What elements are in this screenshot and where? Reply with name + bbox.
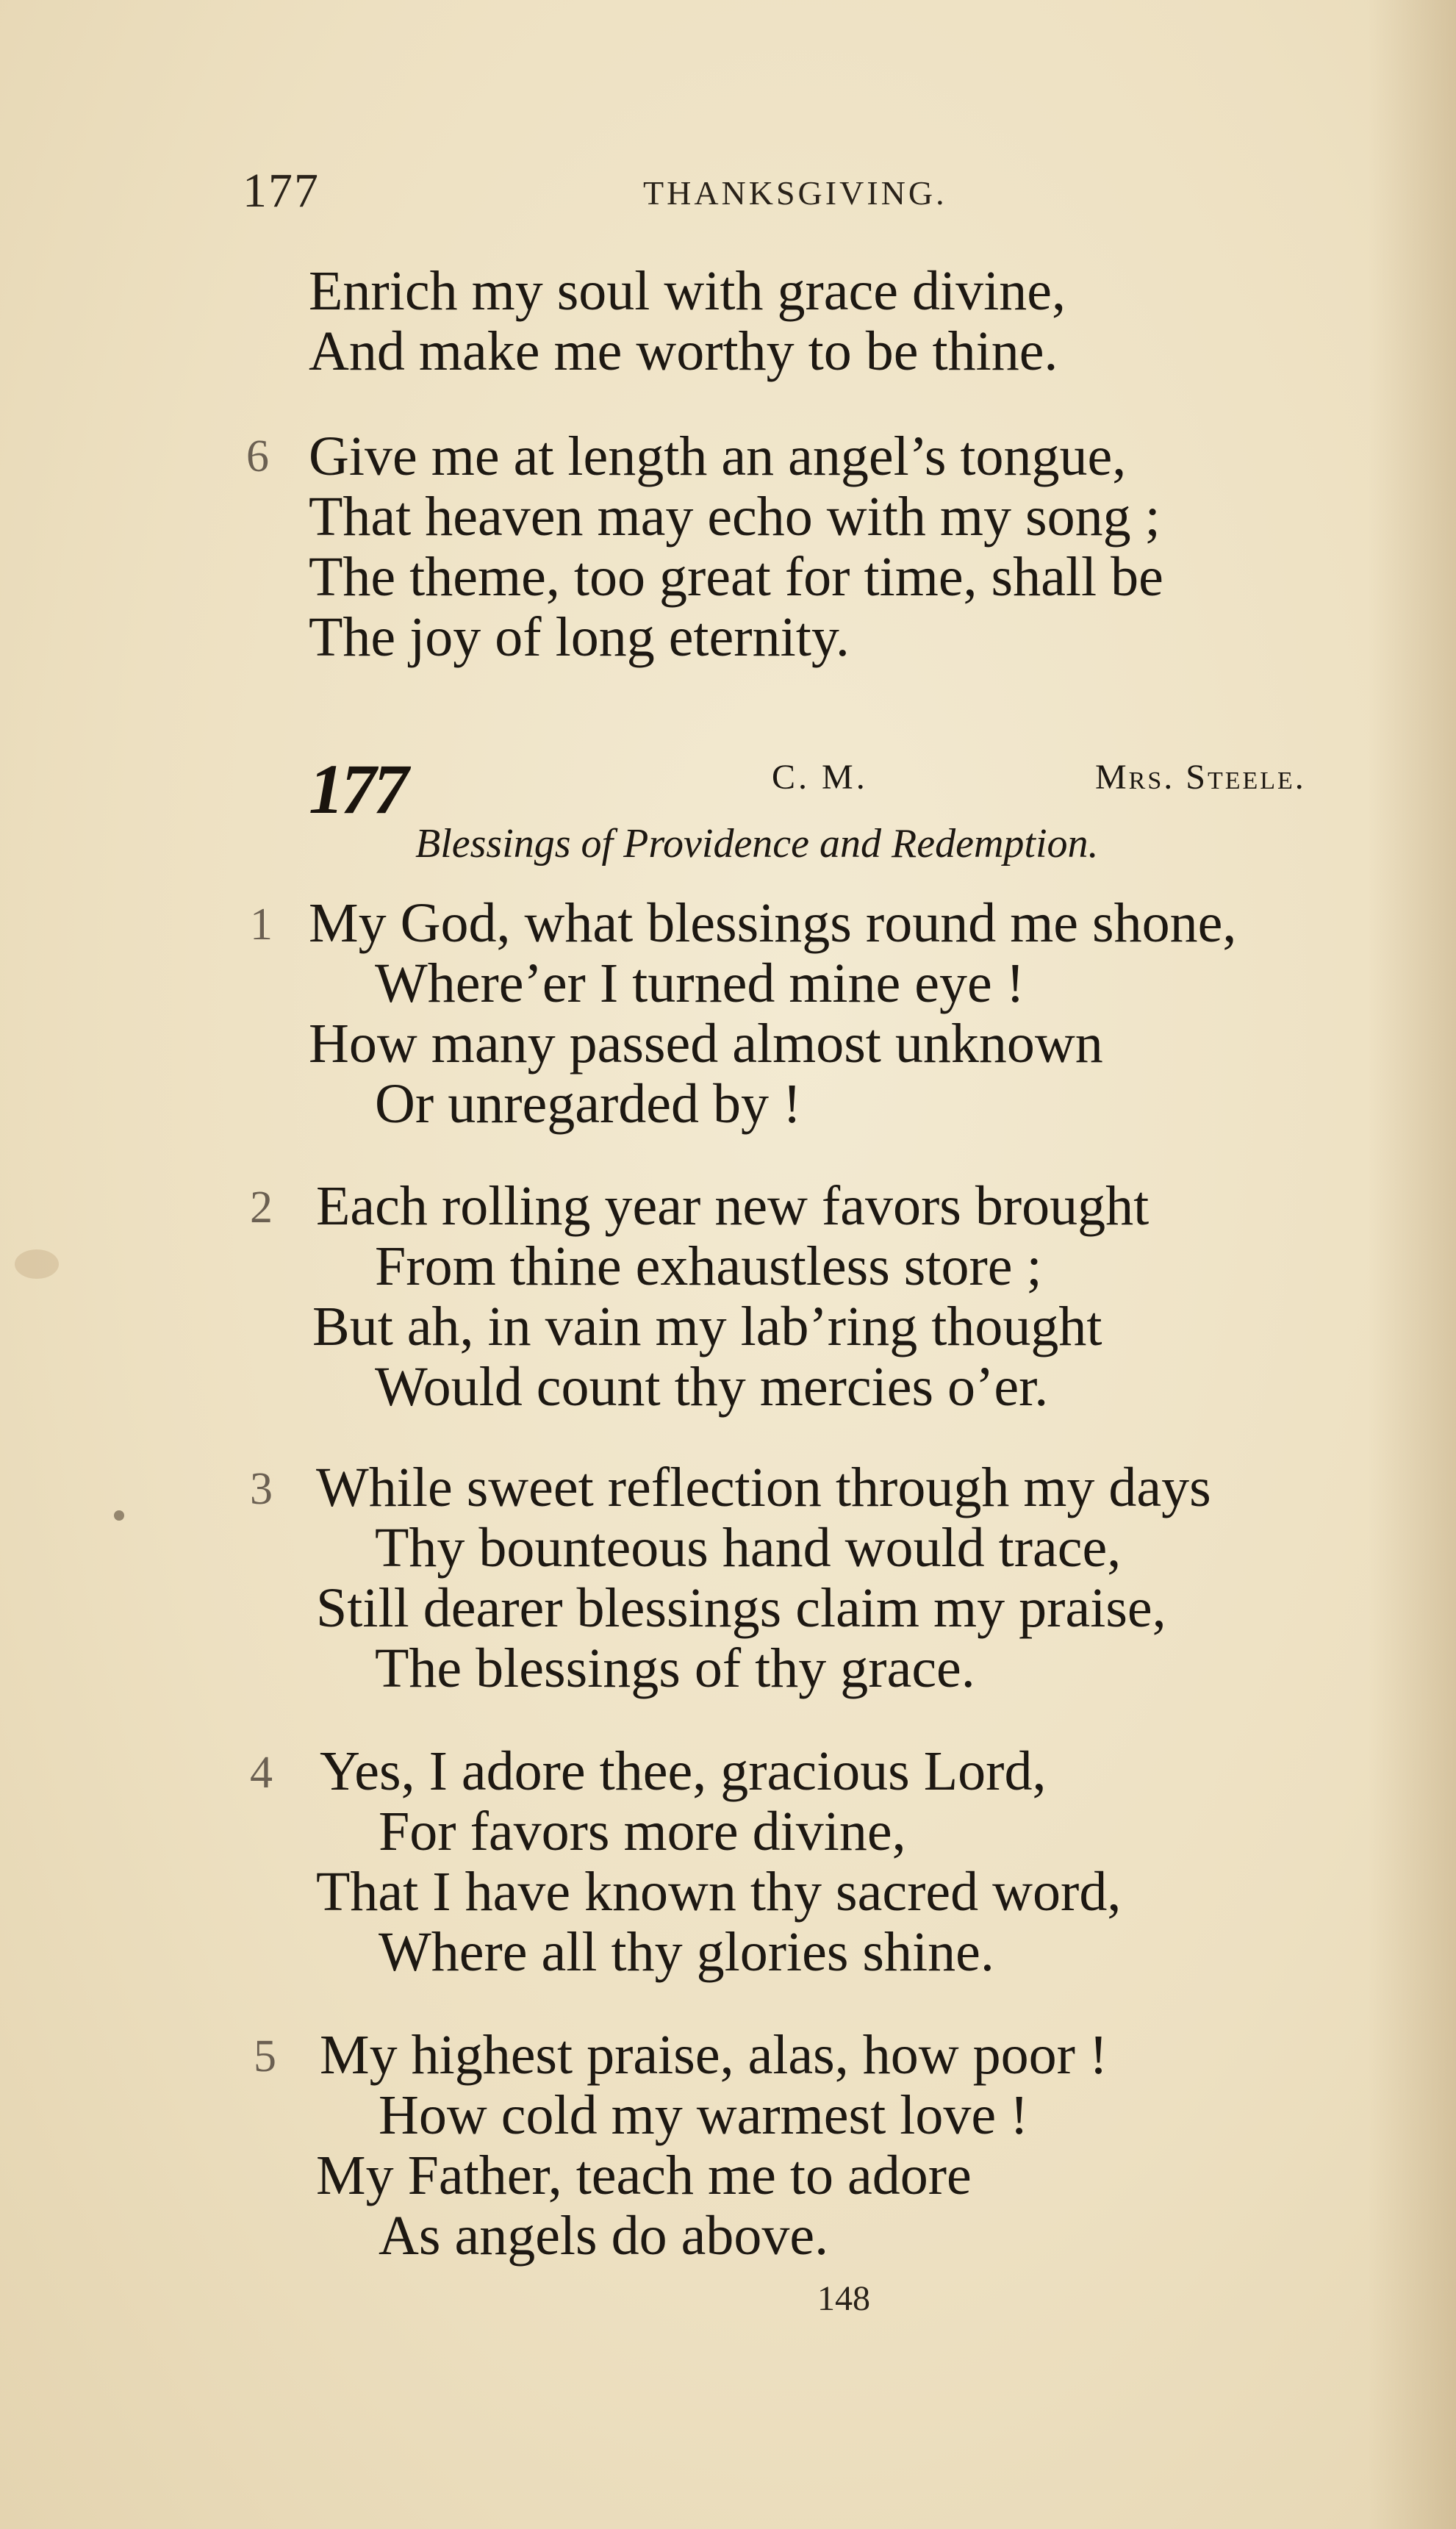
verse-line: Each rolling year new favors brought [316,1175,1150,1237]
verse-line: The theme, too great for time, shall be [309,546,1163,608]
verse-line: Or unregarded by ! [375,1073,802,1135]
verse-line: Where’er I turned mine eye ! [375,953,1025,1014]
stanza-number: 5 [254,2031,276,2081]
verse-line: How cold my warmest love ! [379,2084,1029,2146]
verse-line: That heaven may echo with my song ; [309,486,1161,548]
verse-line: Give me at length an angel’s tongue, [309,426,1127,487]
verse-line: The blessings of thy grace. [375,1637,975,1699]
verse-line: Enrich my soul with grace divine, [309,260,1066,322]
folio: 148 [817,2279,870,2318]
hymn-subtitle: Blessings of Providence and Redemption. [415,821,1099,867]
running-head-title: THANKSGIVING. [643,174,947,212]
stanza-number: 1 [250,900,273,950]
hymn-author: Mrs. Steele. [1095,758,1306,797]
ink-speck [114,1510,124,1521]
stanza-number: 6 [246,431,269,481]
stanza-number: 3 [250,1464,273,1514]
verse-line: For favors more divine, [379,1801,906,1862]
running-head-page-number: 177 [243,164,320,218]
hymn-meter: C. M. [772,758,868,797]
verse-line: Where all thy glories shine. [379,1921,994,1983]
verse-line: My Father, teach me to adore [316,2145,972,2206]
verse-line: Would count thy mercies o’er. [375,1356,1049,1418]
verse-line: That I have known thy sacred word, [316,1861,1122,1923]
verse-line: While sweet reflection through my days [316,1457,1211,1518]
verse-line: How many passed almost unknown [309,1013,1103,1075]
stanza-number: 4 [250,1748,273,1798]
verse-line: My God, what blessings round me shone, [309,892,1237,954]
verse-line: Still dearer blessings claim my praise, [316,1577,1166,1639]
page-stain [15,1249,59,1279]
hymn-number: 177 [309,750,406,828]
running-head [0,163,1456,222]
verse-line: From thine exhaustless store ; [375,1235,1042,1297]
verse-line: The joy of long eternity. [309,606,850,668]
verse-line: But ah, in vain my lab’ring thought [312,1296,1102,1357]
verse-line: Thy bounteous hand would trace, [375,1517,1122,1579]
verse-line: As angels do above. [379,2205,829,2267]
verse-line: And make me worthy to be thine. [309,320,1058,382]
verse-line: Yes, I adore thee, gracious Lord, [320,1740,1047,1802]
verse-line: My highest praise, alas, how poor ! [320,2024,1108,2086]
stanza-number: 2 [250,1183,273,1233]
